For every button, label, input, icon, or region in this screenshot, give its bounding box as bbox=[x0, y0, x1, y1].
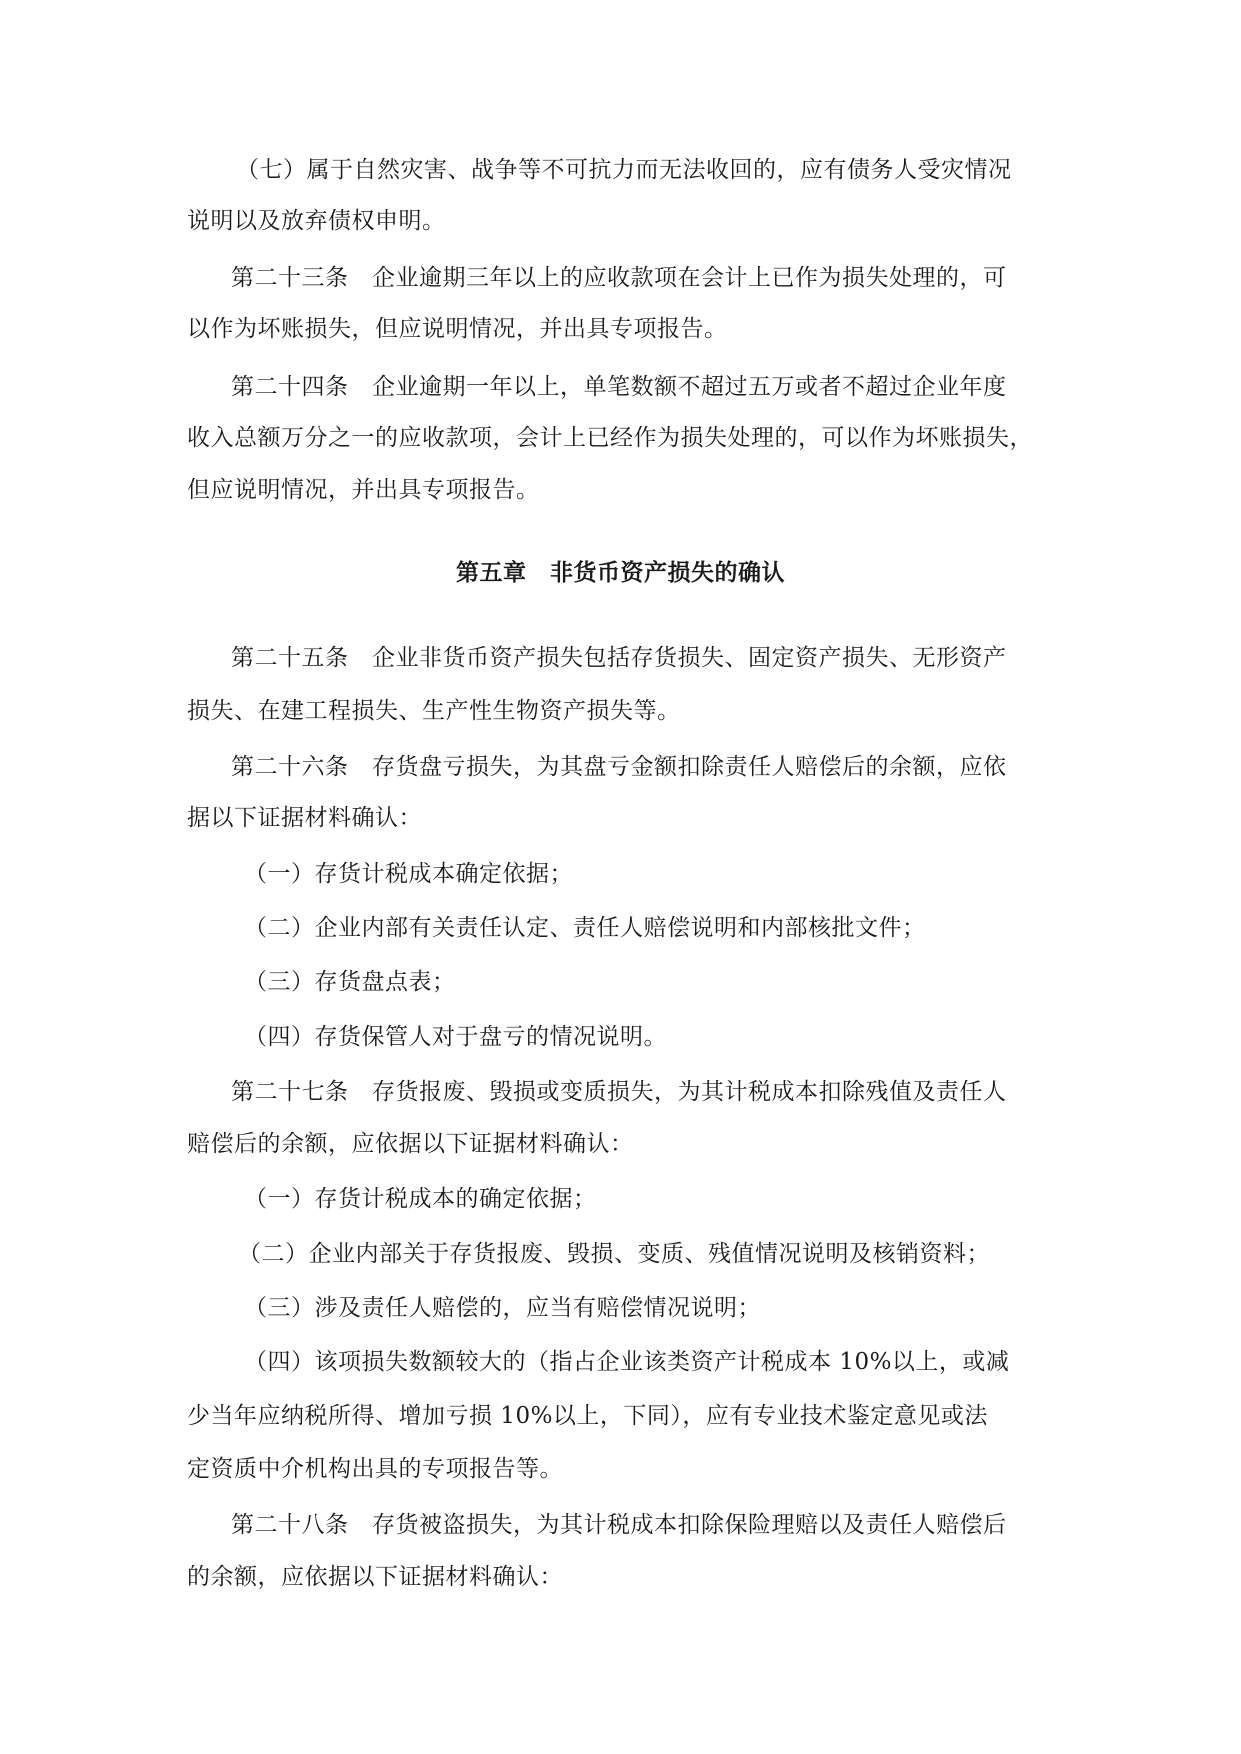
paragraph-line: 赔偿后的余额，应依据以下证据材料确认： bbox=[187, 1131, 634, 1157]
paragraph-line: 少当年应纳税所得、增加亏损 10%以上，下同），应有专业技术鉴定意见或法 bbox=[187, 1403, 988, 1429]
paragraph-line: 的余额，应依据以下证据材料确认： bbox=[187, 1564, 563, 1590]
list-item: （三）涉及责任人赔偿的，应当有赔偿情况说明； bbox=[244, 1295, 761, 1321]
paragraph-line: 第二十七条 存货报废、毁损或变质损失，为其计税成本扣除残值及责任人 bbox=[231, 1079, 1007, 1105]
paragraph-line: 定资质中介机构出具的专项报告等。 bbox=[187, 1456, 563, 1482]
paragraph-line: （七）属于自然灾害、战争等不可抗力而无法收回的，应有债务人受灾情况 bbox=[236, 157, 1012, 183]
paragraph-line: 第二十三条 企业逾期三年以上的应收款项在会计上已作为损失处理的，可 bbox=[231, 265, 1007, 291]
list-item: （二）企业内部有关责任认定、责任人赔偿说明和内部核批文件； bbox=[244, 915, 926, 941]
list-item: （一）存货计税成本确定依据； bbox=[244, 861, 573, 887]
chapter-heading: 第五章 非货币资产损失的确认 bbox=[456, 559, 785, 586]
paragraph-line: 第二十六条 存货盘亏损失，为其盘亏金额扣除责任人赔偿后的余额，应依 bbox=[231, 754, 1007, 780]
paragraph-line: 收入总额万分之一的应收款项，会计上已经作为损失处理的，可以作为坏账损失， bbox=[187, 425, 1033, 451]
list-item: （二）企业内部关于存货报废、毁损、变质、残值情况说明及核销资料； bbox=[238, 1241, 990, 1267]
paragraph-line: 据以下证据材料确认： bbox=[187, 805, 422, 831]
paragraph-line: 第二十五条 企业非货币资产损失包括存货损失、固定资产损失、无形资产 bbox=[231, 645, 1007, 671]
paragraph-line: 以作为坏账损失，但应说明情况，并出具专项报告。 bbox=[187, 316, 728, 342]
list-item: （四）该项损失数额较大的（指占企业该类资产计税成本 10%以上，或减 bbox=[244, 1349, 1010, 1375]
paragraph-line: 第二十八条 存货被盗损失，为其计税成本扣除保险理赔以及责任人赔偿后 bbox=[231, 1512, 1007, 1538]
paragraph-line: 但应说明情况，并出具专项报告。 bbox=[187, 477, 540, 503]
list-item: （一）存货计税成本的确定依据； bbox=[244, 1186, 597, 1212]
paragraph-line: 说明以及放弃债权申明。 bbox=[187, 208, 446, 234]
paragraph-line: 损失、在建工程损失、生产性生物资产损失等。 bbox=[187, 698, 681, 724]
list-item: （四）存货保管人对于盘亏的情况说明。 bbox=[244, 1024, 667, 1050]
list-item: （三）存货盘点表； bbox=[244, 969, 456, 995]
paragraph-line: 第二十四条 企业逾期一年以上，单笔数额不超过五万或者不超过企业年度 bbox=[231, 374, 1007, 400]
